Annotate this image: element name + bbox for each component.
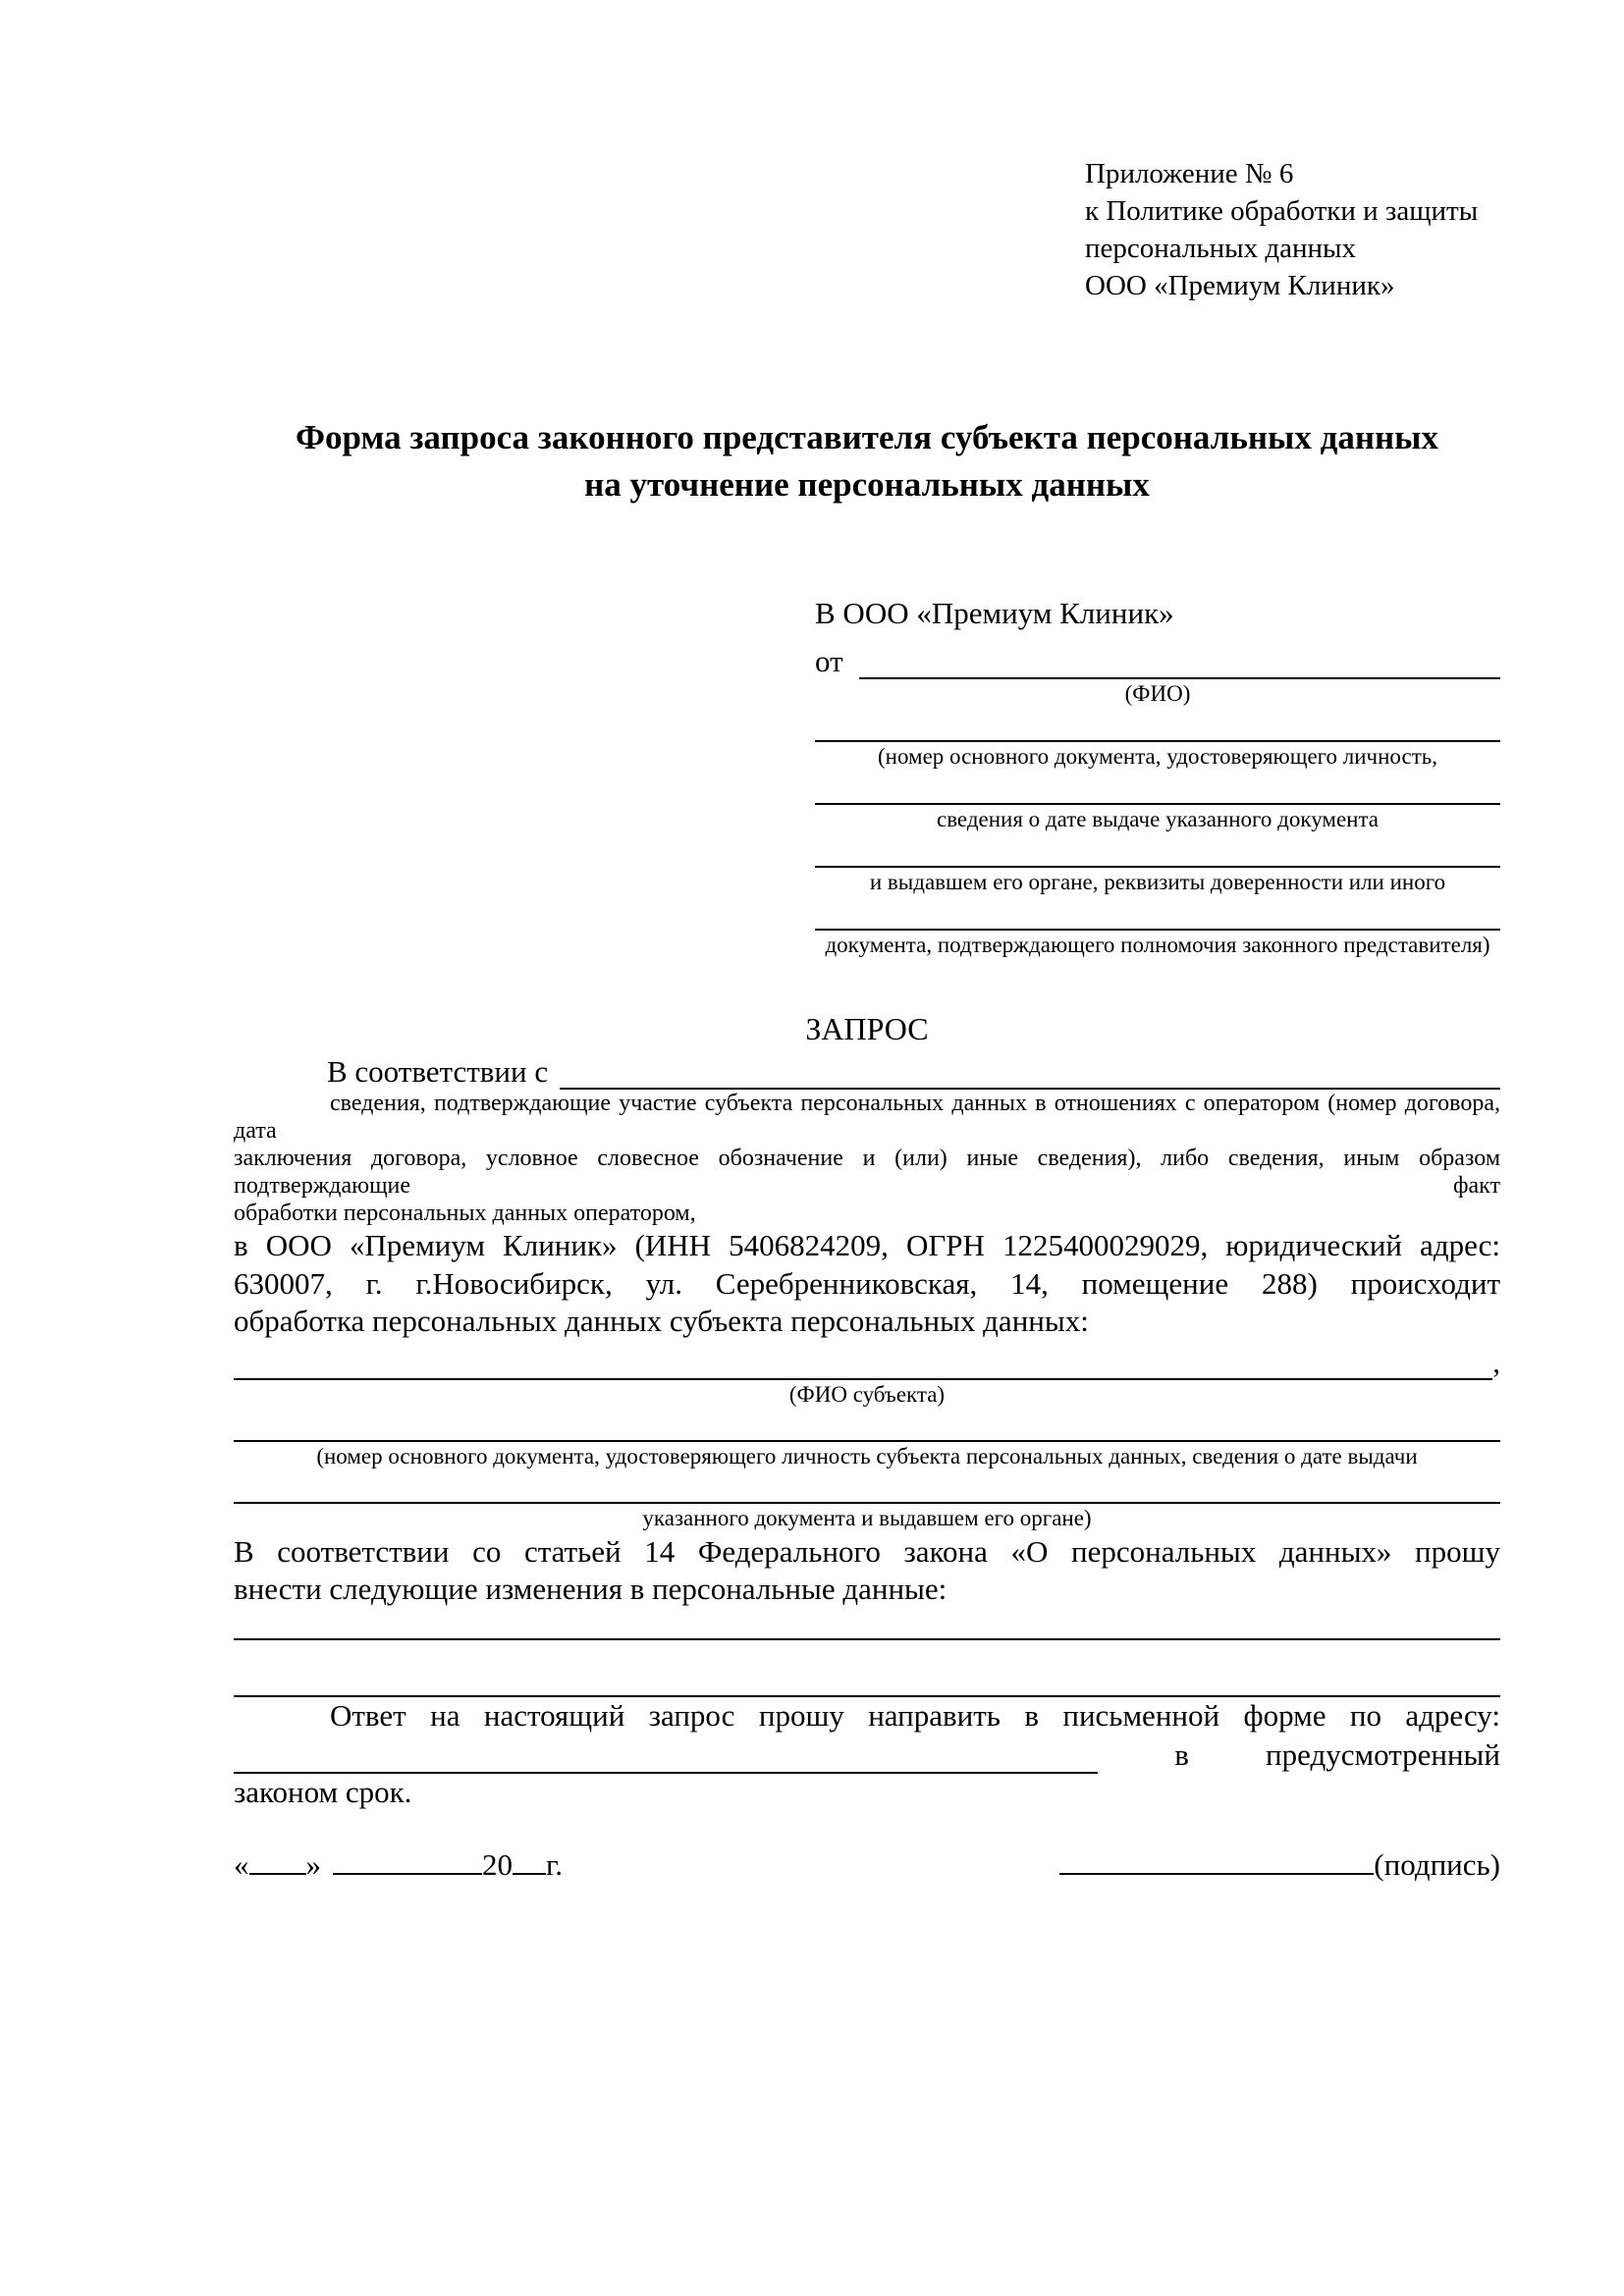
fio-caption: (ФИО) [1124,681,1191,706]
representative-doc-field-2[interactable] [815,772,1500,805]
operator-paragraph [234,1227,1500,1341]
reply-address-row [234,1735,1500,1774]
quote-open: « [234,1846,249,1882]
date-line [234,1845,563,1885]
appendix-line-2: к Политике обработки и защиты [1085,195,1479,227]
law-line-1: В соответствии со статьей 14 Федерального закона «О персональных данных» прошу [234,1533,1500,1569]
subject-doc-field-2[interactable] [234,1471,1500,1504]
from-row [815,636,1500,679]
month-field[interactable] [333,1871,482,1875]
signature-line [1059,1845,1500,1885]
representative-doc-caption-2: сведения о дате выдаче указанного документа [936,807,1380,831]
subject-doc-caption-2: указанного документа и выдавшем его органе) [642,1505,1092,1530]
quote-close: » [305,1846,321,1882]
addressee-block [815,591,1500,960]
subject-comma: , [1492,1344,1500,1379]
note-line-1: сведения, подтверждающие участие субъекта персональных данных в отношениях с оператором (номер договора, дата [234,1091,1500,1144]
subject-doc-caption-1: (номер основного документа, удостоверяющего личность субъекта персональных данных, сведения о дате выдачи [316,1443,1418,1468]
appendix-line-4: ООО «Премиум Клиник» [1085,270,1395,301]
addressee-organization: В ООО «Премиум Клиник» [815,596,1174,630]
accordance-label: В соответствии с [327,1054,549,1089]
law-paragraph [234,1533,1500,1609]
representative-doc-caption-1: (номер основного документа, удостоверяющего личность, [877,744,1437,769]
representative-doc-caption-4: документа, подтверждающего полномочия законного представителя) [825,933,1490,957]
appendix-block [1085,155,1500,304]
reply-word-predusmotrenny: предусмотренный [1266,1736,1500,1772]
from-label: от [815,644,843,678]
appendix-line-1: Приложение № 6 [1085,158,1294,189]
reply-paragraph [234,1697,1500,1812]
note-line-2: заключения договора, условное словесное обозначение и (или) иные сведения), либо сведения, иным образом подтверждающие факт [234,1146,1500,1199]
operator-line-1: в ООО «Премиум Клиник» (ИНН 5406824209, ОГРН 1225400029029, юридический адрес: [234,1228,1500,1262]
year-suffix: г. [546,1846,563,1882]
operator-line-2: 630007, г. г.Новосибирск, ул. Серебренниковская, 14, помещение 288) происходит [234,1265,1500,1301]
subject-fio-caption: (ФИО субъекта) [788,1381,946,1407]
law-line-2: внести следующие изменения в персональные данные: [234,1572,947,1606]
reply-line-3: законом срок. [234,1775,412,1809]
title-line-2: на уточнение персональных данных [584,465,1150,504]
changes-field-2[interactable] [234,1640,1500,1697]
year-prefix: 20 [482,1846,513,1882]
representative-doc-field-3[interactable] [815,834,1500,868]
signature-caption: (подпись) [1374,1846,1500,1882]
representative-doc-field-1[interactable] [815,709,1500,742]
signature-field[interactable] [1059,1871,1374,1875]
appendix-line-3: персональных данных [1085,233,1357,264]
footer [234,1845,1500,1885]
title-line-1: Форма запроса законного представителя субъекта персональных данных [296,418,1438,456]
subject-doc-field-1[interactable] [234,1410,1500,1442]
day-field[interactable] [249,1871,306,1875]
note-line-3: обработки персональных данных оператором, [234,1201,696,1226]
page-title [234,414,1500,508]
subject-fio-row [234,1344,1500,1380]
representative-doc-caption-3: и выдавшем его органе, реквизиты доверенности или иного [869,870,1446,894]
reply-word-v: в [1174,1736,1189,1772]
accordance-row [234,1048,1500,1090]
operator-line-3: обработка персональных данных субъекта персональных данных: [234,1304,1089,1338]
reply-line-1: Ответ на настоящий запрос прошу направить в письменной форме по адресу: [330,1697,1500,1733]
year-field[interactable] [513,1871,546,1875]
changes-field-1[interactable] [234,1609,1500,1640]
accordance-note [234,1090,1500,1227]
representative-doc-field-4[interactable] [815,897,1500,931]
request-heading: ЗАПРОС [805,1011,929,1046]
